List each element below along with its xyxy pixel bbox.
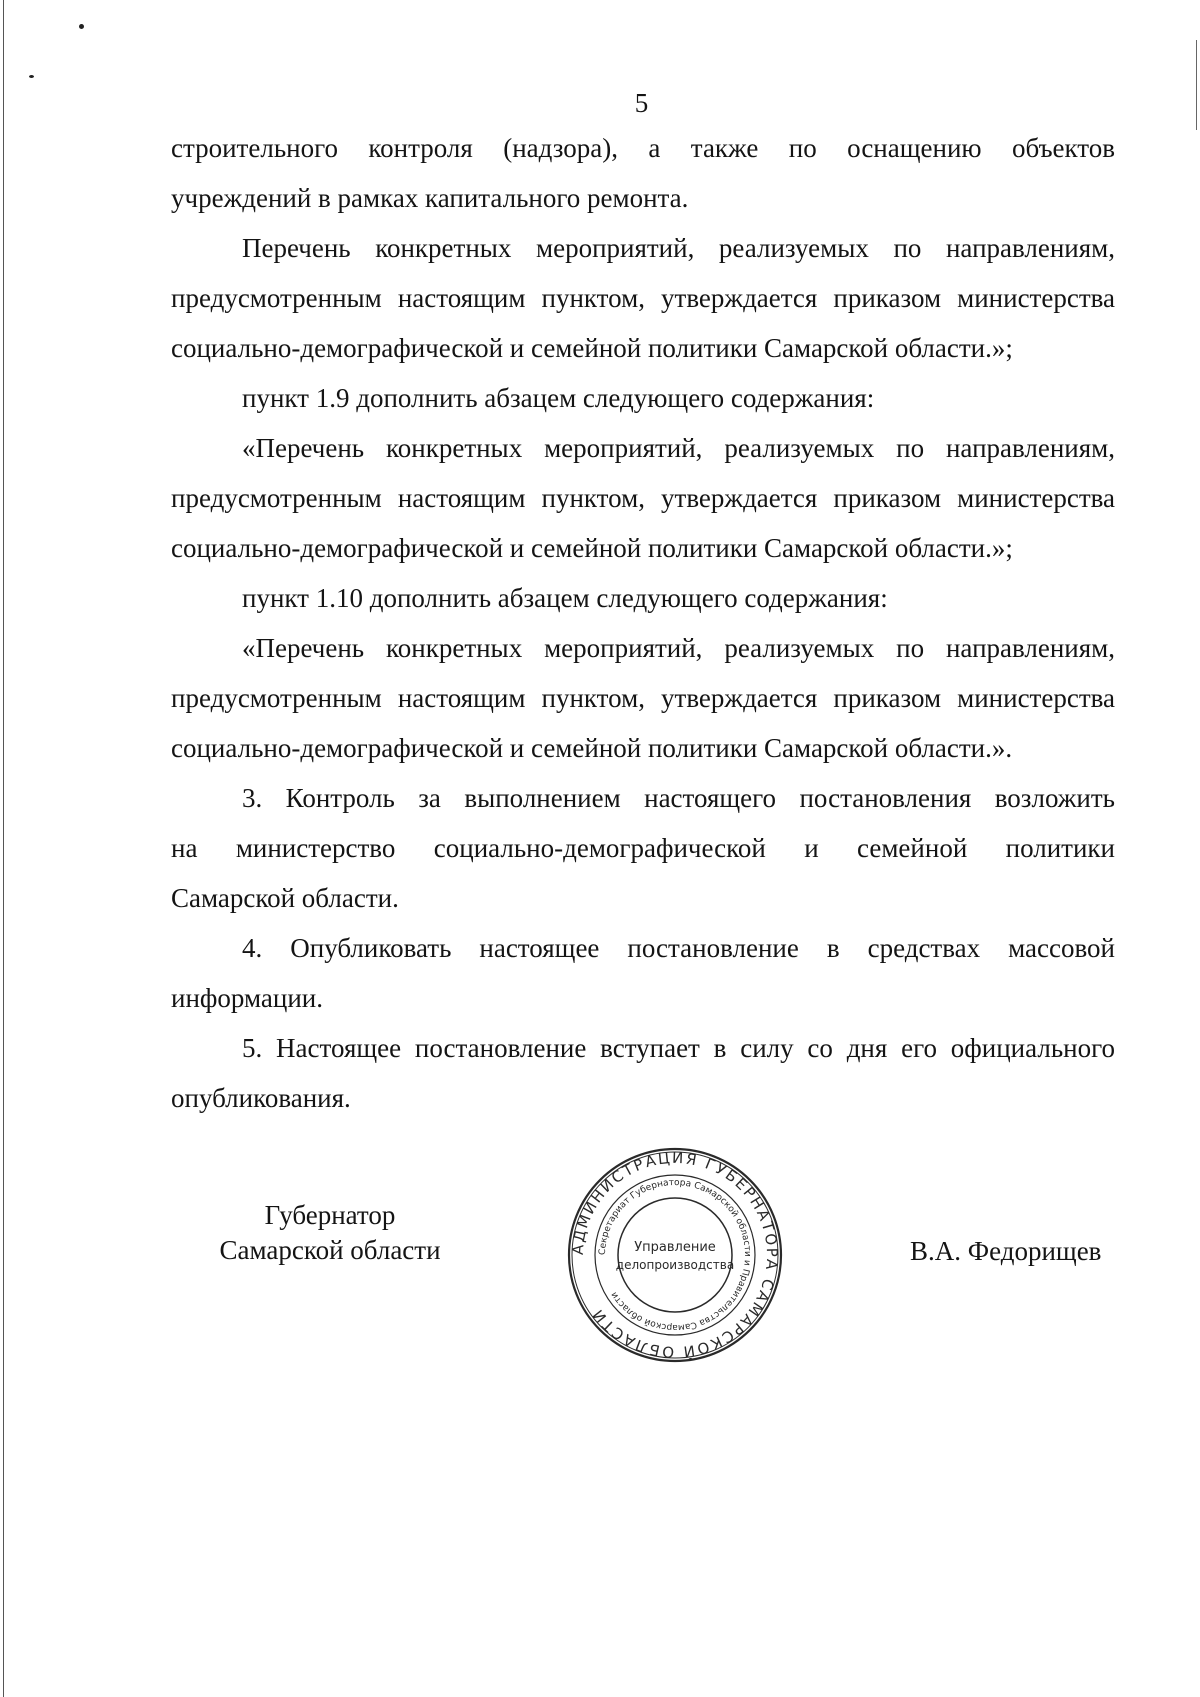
signatory-name: В.А. Федорищев: [910, 1236, 1102, 1266]
body-paragraph: [171, 123, 1115, 223]
text-line: социально-демографической и семейной политики Самарской области.»;: [171, 533, 1013, 563]
text-line: «Перечень конкретных мероприятий, реализуемых по направлениям,: [242, 633, 1115, 663]
body-paragraph: [171, 373, 1115, 423]
text-line: опубликования.: [171, 1083, 351, 1113]
signatory-title-line: Губернатор: [264, 1200, 396, 1230]
page-number: 5: [634, 88, 649, 118]
seal-center-line: делопроизводства: [615, 1258, 735, 1272]
scan-dot: [29, 75, 34, 78]
text-line: учреждений в рамках капитального ремонта.: [171, 183, 689, 213]
text-line: предусмотренным настоящим пунктом, утверждается приказом министерства: [171, 683, 1115, 713]
text-line: предусмотренным настоящим пунктом, утверждается приказом министерства: [171, 483, 1115, 513]
body-paragraph: [171, 773, 1115, 923]
body-paragraph: [171, 573, 1115, 623]
seal-center-line: Управление: [634, 1240, 716, 1255]
text-line: на министерство социально-демографической и семейной политики: [171, 833, 1115, 863]
text-line: информации.: [171, 983, 323, 1013]
body-paragraph: [171, 423, 1115, 573]
text-line: 5. Настоящее постановление вступает в силу со дня его официального: [242, 1033, 1115, 1063]
text-line: «Перечень конкретных мероприятий, реализуемых по направлениям,: [242, 433, 1115, 463]
seal-inner-ring: [615, 1198, 735, 1312]
signatory-title-line: Самарской области: [219, 1235, 441, 1265]
seal-middle-ring: [595, 1175, 755, 1335]
text-line: социально-демографической и семейной политики Самарской области.».: [171, 733, 1013, 763]
text-line: пункт 1.9 дополнить абзацем следующего содержания:: [242, 383, 875, 413]
body-paragraph: [171, 923, 1115, 1023]
text-line: предусмотренным настоящим пунктом, утверждается приказом министерства: [171, 283, 1115, 313]
seal-middle-text: Секретариат Губернатора Самарской области и Правительства Самарской области: [597, 1177, 753, 1333]
text-line: строительного контроля (надзора), а также по оснащению объектов: [171, 133, 1115, 163]
text-line: 4. Опубликовать настоящее постановление в средствах массовой: [242, 933, 1115, 963]
scan-edge-line: [3, 0, 4, 1697]
document-body: [171, 123, 1115, 1123]
body-paragraph: [171, 1023, 1115, 1123]
body-paragraph: [171, 223, 1115, 373]
text-line: социально-демографической и семейной политики Самарской области.»;: [171, 333, 1013, 363]
text-line: пункт 1.10 дополнить абзацем следующего содержания:: [242, 583, 888, 613]
text-line: Перечень конкретных мероприятий, реализуемых по направлениям,: [242, 233, 1115, 263]
text-line: Самарской области.: [171, 883, 399, 913]
scan-dot: [79, 24, 84, 29]
official-seal: [565, 1145, 785, 1365]
seal-outer-text: АДМИНИСТРАЦИЯ ГУБЕРНАТОРА САМАРСКОЙ ОБЛАСТИ: [568, 1148, 782, 1362]
body-paragraph: [171, 623, 1115, 773]
signatory-title: [205, 1198, 455, 1268]
text-line: 3. Контроль за выполнением настоящего постановления возложить: [242, 783, 1115, 813]
